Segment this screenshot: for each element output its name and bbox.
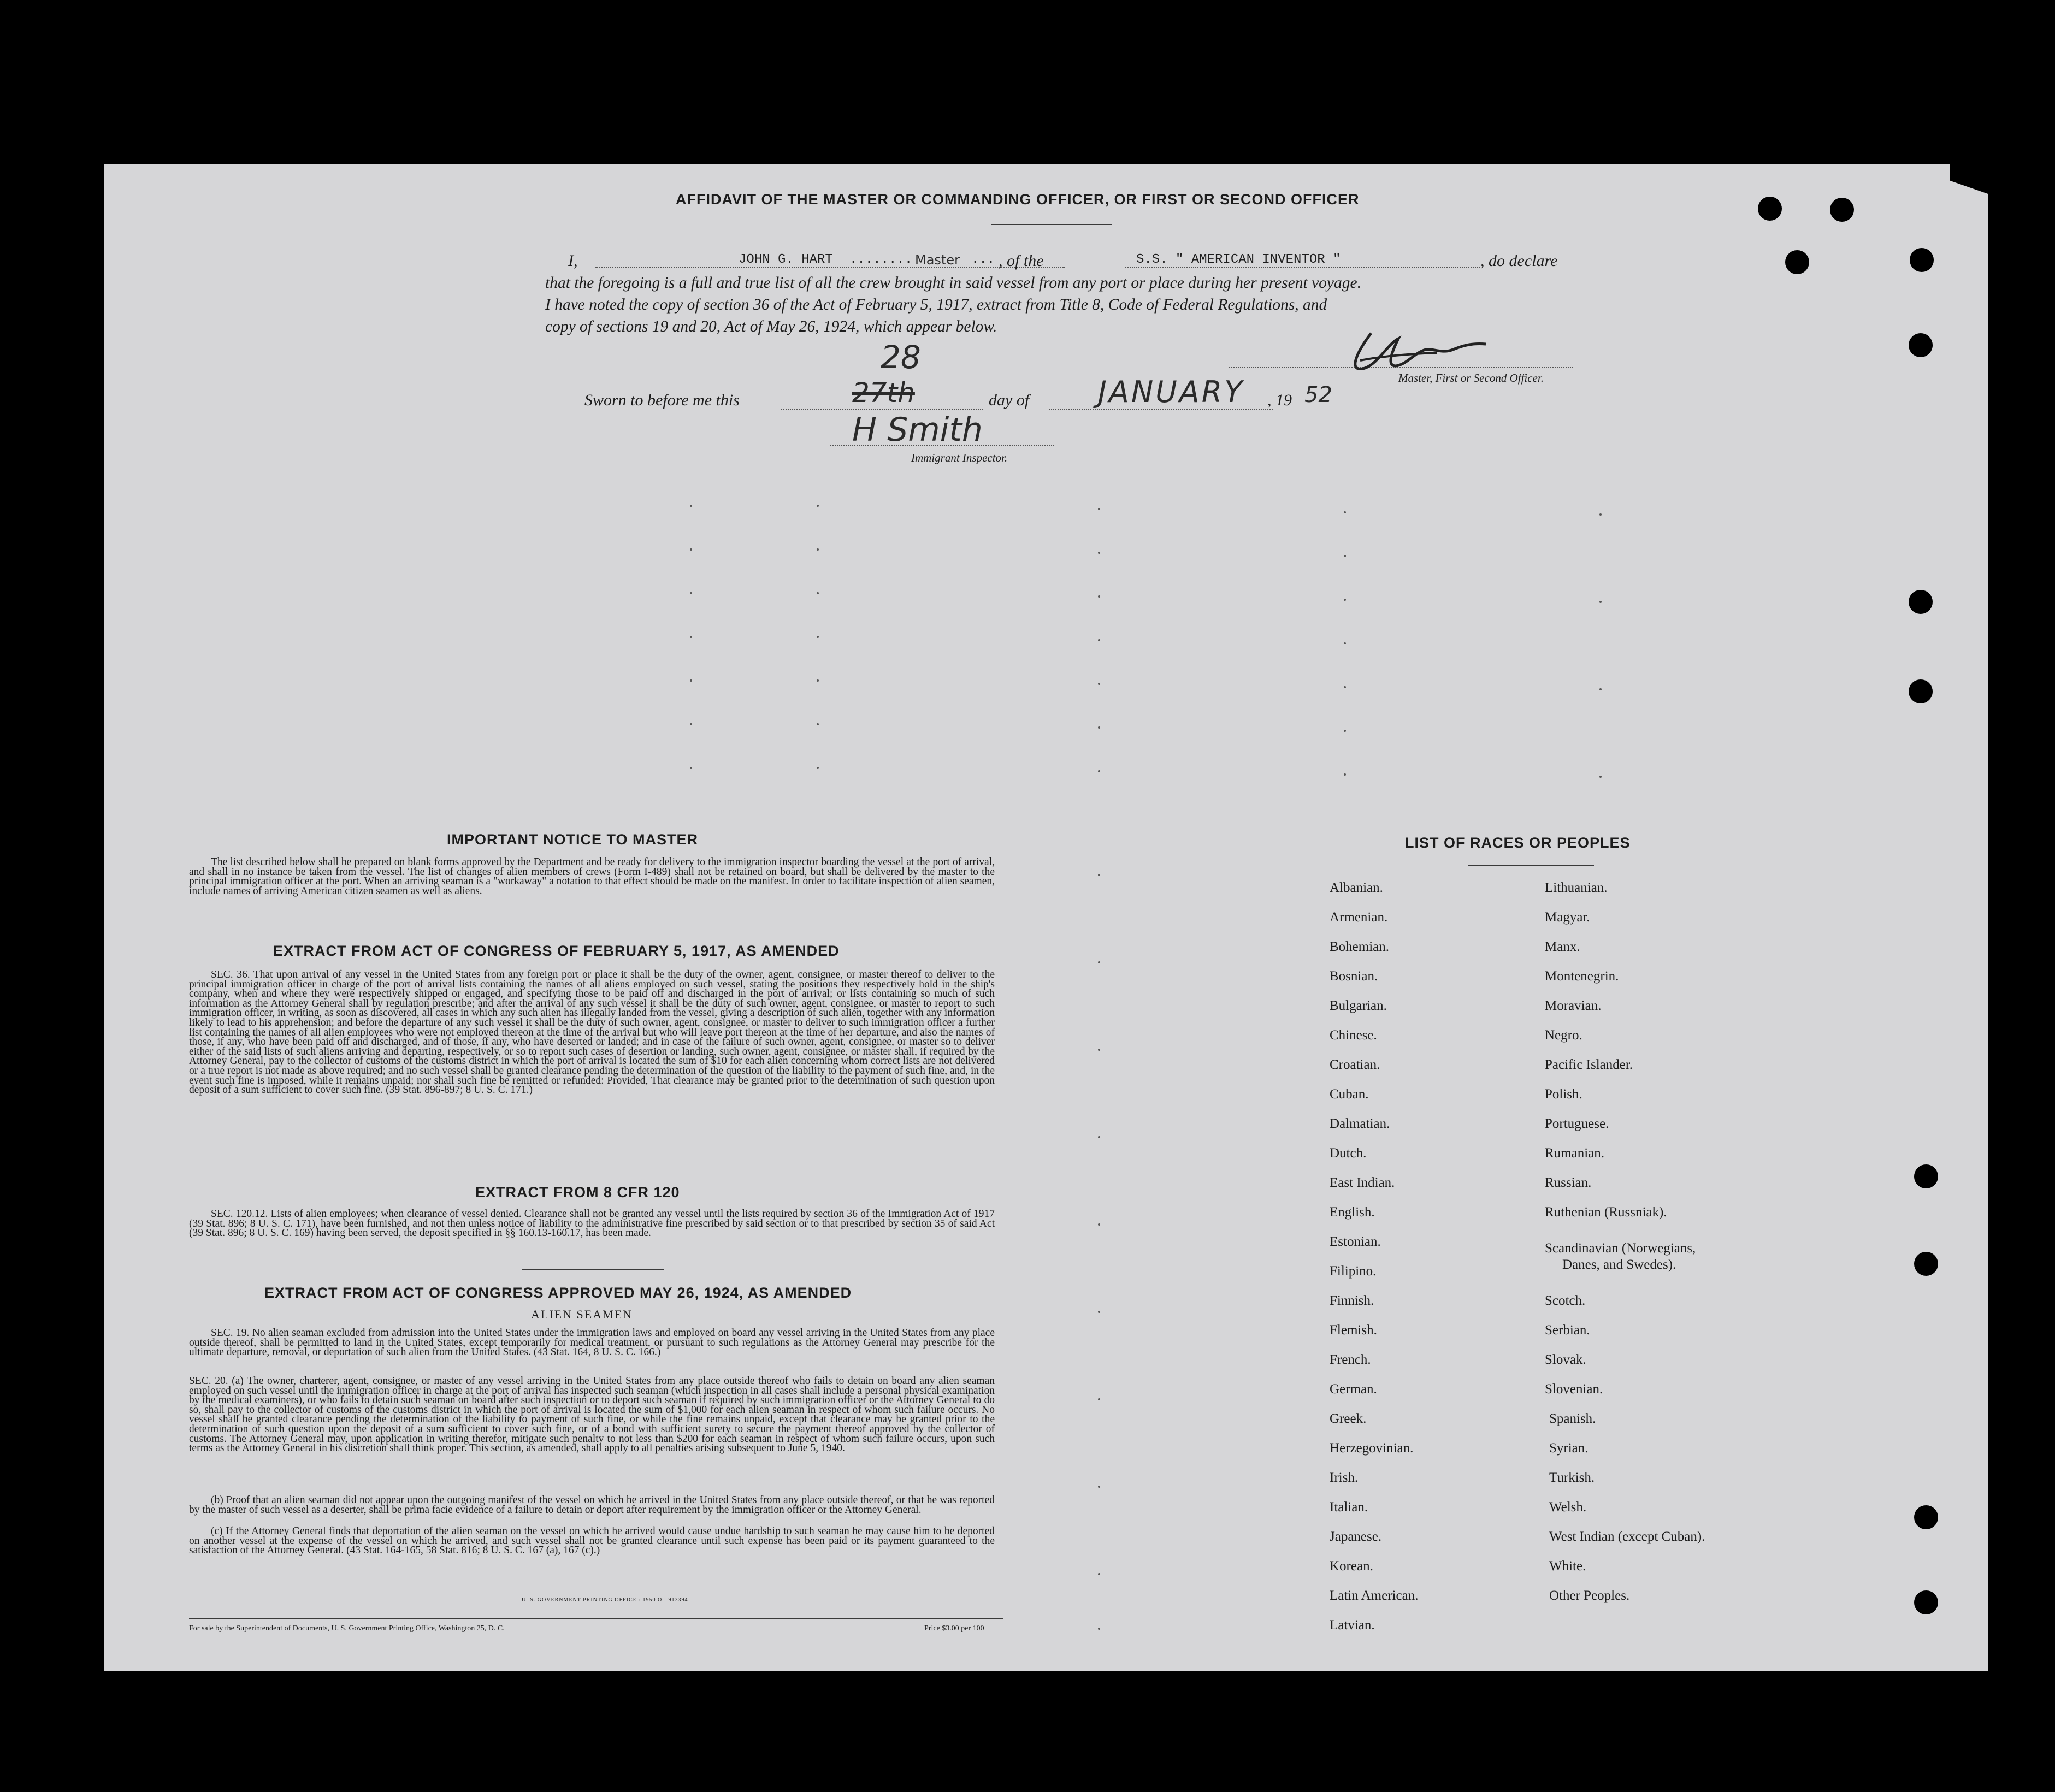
race-left-item: Dutch. xyxy=(1330,1146,1367,1161)
race-right-item: Serbian. xyxy=(1545,1323,1590,1338)
guide-dot xyxy=(817,723,819,725)
race-left-item: Japanese. xyxy=(1330,1529,1382,1544)
guide-dot xyxy=(1098,726,1100,729)
race-left-item: Bohemian. xyxy=(1330,939,1390,954)
guide-dot xyxy=(1098,1486,1100,1488)
guide-dot xyxy=(1344,730,1346,732)
races-rule xyxy=(1468,865,1594,866)
guide-dot xyxy=(1098,683,1100,685)
race-left-item: Latin American. xyxy=(1330,1588,1419,1603)
race-left-item: East Indian. xyxy=(1330,1175,1395,1190)
punch-hole xyxy=(1830,198,1854,222)
cfr-rule xyxy=(522,1269,664,1270)
extract-1917-body: SEC. 36. That upon arrival of any vessel in the United States from any foreign port or place it shall be the duty of the owner, agent, consignee, or master thereof to deliver to the principal immigration officer in charge of the port of arrival lists containing the names of all aliens employed on such vessel, stating the positions they respectively hold in the ship's company, when and where they were respectively shipped or engaged, and specifying those to be paid off and discharged in the port of arrival; or lists containing so much of such information as the Attorney General shall by regulation prescribe; and after the arrival of any such vessel it shall be the duty of such owner, agent, consignee, or master to report to such immigration officer, in writing, as soon as discovered, all cases in which any such alien has illegally landed from the vessel, giving a description of such alien, together with any information likely to lead to his apprehension; and before the departure of any such vessel it shall be the duty of such owner, agent, consignee, or master to deliver to such immigration officer a further list containing the names of all alien employees who were not employed thereon at the time of the arrival but who will leave port thereon at the time of her departure, and also the names of those, if any, who have been paid off and discharged, and of those, if any, who have deserted or landed; and in case of the failure of such owner, agent, consignee, or master so to deliver either of the said lists of such aliens arriving and departing, respectively, or so to report such cases of desertion or landing, such owner, agent, consignee, or master shall, if required by the Attorney General, pay to the collector of customs of the customs district in which the port of arrival is located the sum of $10 for each alien concerning whom correct lists are not delivered or a true report is not made as above required; and no such vessel shall be granted clearance pending the determination of the question of the liability to the payment of such fine, and, in the event such fine is imposed, while it remains unpaid; nor shall such fine be remitted or refunded: Provided, That clearance may be granted prior to the determination of such question upon deposit of a sum sufficient to cover such fine. (39 Stat. 896-897; 8 U. S. C. 171.) xyxy=(189,969,995,1096)
race-right-item: Polish. xyxy=(1545,1087,1582,1102)
sworn-label: Sworn to before me this xyxy=(584,391,740,409)
guide-dot xyxy=(1098,1573,1100,1575)
day-of-label: day of xyxy=(989,391,1030,409)
race-right-item: Slovenian. xyxy=(1545,1382,1603,1397)
race-left-item: Chinese. xyxy=(1330,1028,1377,1043)
race-right-item: White. xyxy=(1549,1559,1586,1574)
rank-dots: ... xyxy=(971,252,995,267)
title-rule xyxy=(991,224,1112,225)
guide-dot xyxy=(817,679,819,682)
race-left-item: French. xyxy=(1330,1352,1371,1367)
vessel-name: S.S. " AMERICAN INVENTOR " xyxy=(1136,252,1341,267)
punch-hole xyxy=(1914,1252,1938,1276)
guide-dot xyxy=(1098,1628,1100,1630)
race-right-item: Pacific Islander. xyxy=(1545,1057,1633,1072)
guide-dot xyxy=(1344,599,1346,601)
inspector-signature: H Smith xyxy=(852,411,983,449)
race-left-item: Finnish. xyxy=(1330,1293,1374,1308)
race-right-item: Scandinavian (Norwegians, xyxy=(1545,1241,1696,1256)
race-left-item: Bosnian. xyxy=(1330,969,1378,984)
guide-dot xyxy=(1098,961,1100,963)
race-right-item: Turkish. xyxy=(1549,1470,1595,1485)
race-left-item: Cuban. xyxy=(1330,1087,1369,1102)
guide-dot xyxy=(1599,776,1602,778)
guide-dot xyxy=(1098,874,1100,876)
race-right-item: Danes, and Swedes). xyxy=(1562,1257,1676,1272)
notice-title: IMPORTANT NOTICE TO MASTER xyxy=(447,831,698,848)
declaration-line-4: copy of sections 19 and 20, Act of May 26, 1924, which appear below. xyxy=(545,318,997,335)
guide-dot xyxy=(1599,513,1602,516)
guide-dot xyxy=(690,636,692,638)
race-right-item: Russian. xyxy=(1545,1175,1592,1190)
year-prefix: , 19 xyxy=(1267,391,1292,409)
punch-hole xyxy=(1914,1164,1938,1188)
race-left-item: Latvian. xyxy=(1330,1618,1375,1633)
year-suffix: 52 xyxy=(1304,382,1332,407)
guide-dot xyxy=(690,767,692,769)
race-right-item: Other Peoples. xyxy=(1549,1588,1630,1603)
guide-dot xyxy=(1344,555,1346,557)
extract-1917-title: EXTRACT FROM ACT OF CONGRESS OF FEBRUARY 5, 1917, AS AMENDED xyxy=(273,943,840,959)
day-struck: 27th xyxy=(852,377,915,409)
master-signature-title: Master, First or Second Officer. xyxy=(1398,371,1544,385)
punch-hole xyxy=(1758,197,1782,221)
master-name: JOHN G. HART xyxy=(739,252,833,267)
race-right-item: Rumanian. xyxy=(1545,1146,1605,1161)
race-left-item: Bulgarian. xyxy=(1330,998,1387,1013)
extract-1924-title: EXTRACT FROM ACT OF CONGRESS APPROVED MAY 26, 1924, AS AMENDED xyxy=(264,1285,852,1301)
guide-dot xyxy=(690,505,692,507)
extract-1924-sec20a: SEC. 20. (a) The owner, charterer, agent, consignee, or master of any vessel arriving in the United States from any place outside thereof who fails to detain on board any alien seaman employed on such vessel until the immigration officer in charge at the port of arrival has inspected such seaman (which inspection in all cases shall include a personal physical examination by the medical examiners), or who fails to detain such seaman on board after such inspection or to deport such seaman if required by such immigration officer or the Attorney General to do so, shall pay to the collector of customs of the customs district in which the port of arrival is located the sum of $1,000 for each alien seaman in respect of whom such failure occurs. No vessel shall be granted clearance pending the determination of the liability to payment of such fine, or while the fine remains unpaid, except that clearance may be granted prior to the determination of such question upon the deposit of a sum sufficient to cover such fine, or of a bond with sufficient surety to secure the payment thereof approved by the collector of customs. The Attorney General may, upon application in writing therefor, mitigate such penalty to not less than $200 for each seaman in respect of whom such failure occurs, upon such terms as the Attorney General in his discretion shall think proper. This section, as amended, shall apply to all penalties arising subsequent to June 5, 1940. xyxy=(189,1375,995,1454)
race-left-item: Italian. xyxy=(1330,1500,1368,1515)
notice-body: The list described below shall be prepared on blank forms approved by the Department and be ready for delivery to the immigration inspector boarding the vessel at the port of arrival, and shall in no instance be taken from the vessel. The list of changes of alien members of crews (Form I-489) shall not be retained on board, but shall be delivered by the master to the principal immigration officer at the port. When an arriving seaman is a "workaway" a notation to that effect should be made on the manifest. In order to facilitate inspection of alien seamen, include names of arriving American citizen seamen as well as aliens. xyxy=(189,856,995,897)
guide-dot xyxy=(690,592,692,594)
guide-dot xyxy=(1098,770,1100,772)
race-right-item: Slovak. xyxy=(1545,1352,1586,1367)
race-left-item: Korean. xyxy=(1330,1559,1373,1574)
race-left-item: Herzegovinian. xyxy=(1330,1441,1414,1456)
race-left-item: German. xyxy=(1330,1382,1377,1397)
punch-hole xyxy=(1914,1505,1938,1529)
guide-dot xyxy=(817,548,819,551)
guide-dot xyxy=(817,592,819,594)
guide-dot xyxy=(817,767,819,769)
extract-1924-sec20c: (c) If the Attorney General finds that deportation of the alien seaman on the vessel on which he arrived would cause undue hardship to such seaman he may cause him to be deported on another vessel at the expense of the vessel on which he arrived, and such vessel shall not be granted clearance until such expense has been paid or its payment guaranteed to the satisfaction of the Attorney General. (43 Stat. 164-165, 58 Stat. 816; 8 U. S. C. 167 (a), 167 (c).) xyxy=(189,1525,995,1557)
race-right-item: Montenegrin. xyxy=(1545,969,1619,984)
guide-dot xyxy=(1098,552,1100,554)
race-left-item: Estonian. xyxy=(1330,1234,1381,1249)
gpo-imprint: U. S. GOVERNMENT PRINTING OFFICE : 1950 O - 913394 xyxy=(522,1597,688,1603)
declaration-line-2: that the foregoing is a full and true list of all the crew brought in said vessel from any port or place during her present voyage. xyxy=(545,274,1361,292)
race-right-item: Ruthenian (Russniak). xyxy=(1545,1205,1667,1220)
guide-dot xyxy=(690,679,692,682)
race-right-item: Negro. xyxy=(1545,1028,1582,1043)
race-right-item: Spanish. xyxy=(1549,1411,1596,1426)
race-left-item: Filipino. xyxy=(1330,1264,1377,1279)
declaration-line-1 xyxy=(568,250,1579,272)
race-right-item: Lithuanian. xyxy=(1545,880,1608,895)
punch-hole xyxy=(1785,250,1809,274)
race-right-item: Moravian. xyxy=(1545,998,1602,1013)
race-right-item: Scotch. xyxy=(1545,1293,1586,1308)
guide-dot xyxy=(1098,1136,1100,1138)
extract-1924-sec20b: (b) Proof that an alien seaman did not appear upon the outgoing manifest of the vessel on which he arrived in the United States from any place outside thereof, or that he was reported by the master of such vessel as a deserter, shall be prima facie evidence of a failure to detain or deport after requirement by the immigration officer or the Attorney General. xyxy=(189,1494,995,1516)
guide-dot xyxy=(1098,595,1100,598)
race-right-item: Manx. xyxy=(1545,939,1580,954)
race-right-item: Portuguese. xyxy=(1545,1116,1609,1131)
race-left-item: Croatian. xyxy=(1330,1057,1380,1072)
guide-dot xyxy=(1098,1049,1100,1051)
punch-hole xyxy=(1914,1590,1938,1614)
do-declare-label: , do declare xyxy=(1480,252,1558,270)
guide-dot xyxy=(1599,601,1602,603)
race-right-item: Welsh. xyxy=(1549,1500,1587,1515)
inspector-title: Immigrant Inspector. xyxy=(911,451,1008,464)
race-left-item: English. xyxy=(1330,1205,1375,1220)
guide-dot xyxy=(1344,642,1346,644)
race-left-item: Flemish. xyxy=(1330,1323,1377,1338)
race-left-item: Irish. xyxy=(1330,1470,1359,1485)
guide-dot xyxy=(1344,686,1346,688)
footer-rule xyxy=(189,1618,1003,1619)
day-dotted-line xyxy=(781,409,983,410)
month-text: JANUARY xyxy=(1098,375,1245,409)
punch-hole xyxy=(1909,679,1933,703)
race-left-item: Armenian. xyxy=(1330,910,1388,925)
punch-hole xyxy=(1910,248,1934,272)
guide-dot xyxy=(1098,1398,1100,1400)
name-dots: ........ xyxy=(849,252,913,267)
race-right-item: Magyar. xyxy=(1545,910,1590,925)
for-sale-note: For sale by the Superintendent of Documents, U. S. Government Printing Office, Washington 25, D. C. xyxy=(189,1624,505,1633)
punch-hole xyxy=(1909,333,1933,357)
rank-text: Master xyxy=(915,252,960,268)
extract-1924-subtitle: ALIEN SEAMEN xyxy=(531,1308,633,1321)
guide-dot xyxy=(1098,639,1100,641)
guide-dot xyxy=(690,548,692,551)
guide-dot xyxy=(817,505,819,507)
page-edge xyxy=(1890,164,1988,1671)
i-label: I, xyxy=(568,252,578,270)
affidavit-title: AFFIDAVIT OF THE MASTER OR COMMANDING OFFICER, OR FIRST OR SECOND OFFICER xyxy=(676,191,1360,208)
guide-dot xyxy=(1599,688,1602,690)
price-note: Price $3.00 per 100 xyxy=(924,1624,984,1633)
declaration-line-3: I have noted the copy of section 36 of the Act of February 5, 1917, extract from Title 8, Code of Federal Regulations, and xyxy=(545,296,1327,314)
race-left-item: Albanian. xyxy=(1330,880,1383,895)
guide-dot xyxy=(1098,1311,1100,1313)
guide-dot xyxy=(1344,511,1346,513)
extract-cfr-title: EXTRACT FROM 8 CFR 120 xyxy=(475,1184,680,1200)
race-left-item: Dalmatian. xyxy=(1330,1116,1390,1131)
race-right-item: Syrian. xyxy=(1549,1441,1589,1456)
race-left-item: Greek. xyxy=(1330,1411,1367,1426)
guide-dot xyxy=(690,723,692,725)
of-the-label: , of the xyxy=(999,252,1044,270)
guide-dot xyxy=(817,636,819,638)
guide-dot xyxy=(1098,508,1100,510)
punch-hole xyxy=(1909,590,1933,614)
race-right-item: West Indian (except Cuban). xyxy=(1549,1529,1705,1544)
extract-1924-sec19: SEC. 19. No alien seaman excluded from admission into the United States under the immigration laws and employed on board any vessel arriving in the United States from any place outside thereof, shall be permitted to land in the United States, except temporarily for medical treatment, or pursuant to such regulations as the Attorney General may prescribe for the ultimate departure, removal, or deportation of such alien from the United States. (43 Stat. 164, 8 U. S. C. 166.) xyxy=(189,1327,995,1358)
extract-cfr-body: SEC. 120.12. Lists of alien employees; when clearance of vessel denied. Clearance shall not be granted any vessel until the lists required by section 36 of the Immigration Act of 1917 (39 Stat. 896; 8 U. S. C. 171), have been furnished, and not then unless notice of liability to the administrative fine prescribed by said section or to that prescribed by section 35 of said Act (39 Stat. 896; 8 U. S. C. 169) having been served, the deposit specified in §§ 160.13-160.17, has been made. xyxy=(189,1208,995,1239)
guide-dot xyxy=(1098,1223,1100,1226)
day-number: 28 xyxy=(881,339,921,376)
guide-dot xyxy=(1344,773,1346,776)
races-title: LIST OF RACES OR PEOPLES xyxy=(1405,835,1631,851)
